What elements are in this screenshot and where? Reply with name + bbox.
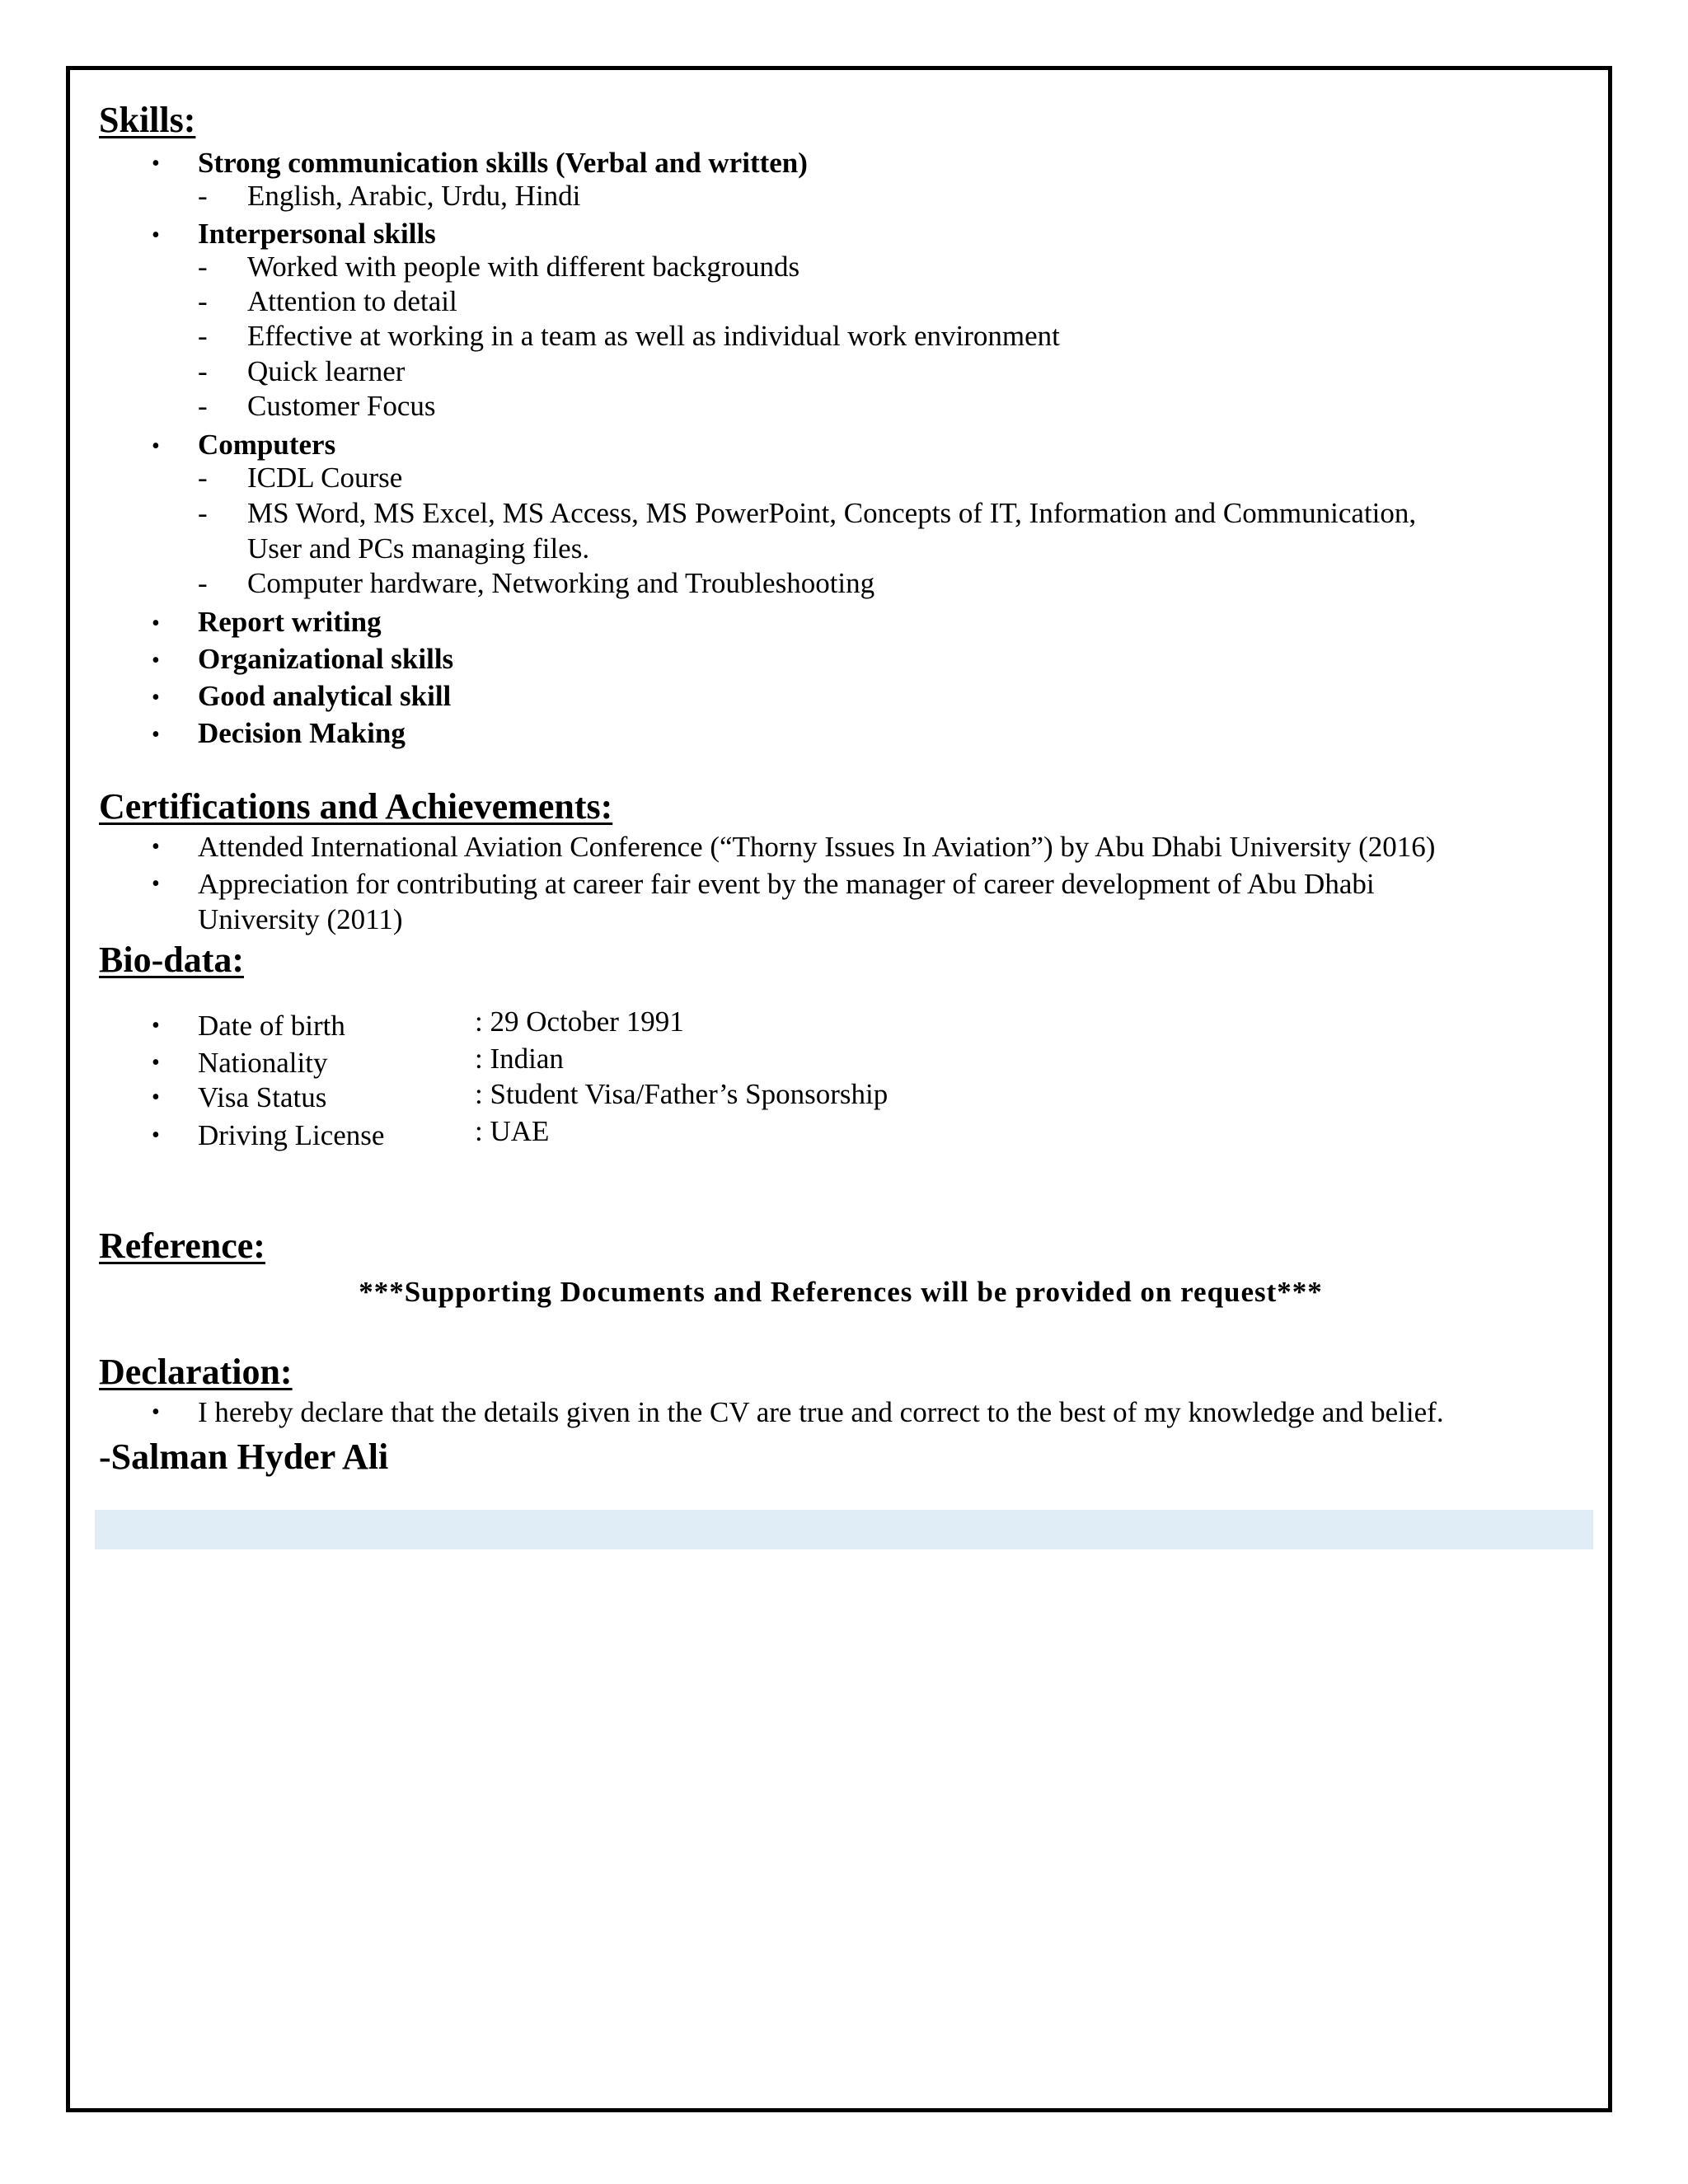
- dash-icon: -: [198, 355, 208, 387]
- skill-interpersonal: Interpersonal skills: [198, 218, 436, 250]
- bullet-icon: •: [152, 1013, 160, 1038]
- dash-icon: -: [198, 320, 208, 352]
- dash-icon: -: [198, 285, 208, 317]
- bullet-icon: •: [152, 722, 160, 748]
- declaration-text: I hereby declare that the details given in the CV are true and correct to the best of my knowledge and belief.: [198, 1396, 1444, 1428]
- skill-sub-item: MS Word, MS Excel, MS Access, MS PowerPoint, Concepts of IT, Information and Communication,: [247, 497, 1417, 529]
- biodata-label-nationality: Nationality: [198, 1047, 328, 1079]
- reference-heading: Reference:: [99, 1226, 265, 1266]
- dash-icon: -: [198, 497, 208, 529]
- bullet-icon: •: [152, 834, 160, 860]
- biodata-label-visa: Visa Status: [198, 1081, 327, 1113]
- skill-sub-item: Effective at working in a team as well as individual work environment: [247, 320, 1060, 352]
- reference-note: ***Supporting Documents and References will be provided on request***: [359, 1276, 1323, 1308]
- skill-sub-item: Customer Focus: [247, 390, 436, 422]
- declaration-heading: Declaration:: [99, 1352, 293, 1392]
- skill-sub-item: Quick learner: [247, 355, 406, 387]
- dash-icon: -: [198, 462, 208, 494]
- bullet-icon: •: [152, 611, 160, 636]
- biodata-value-nationality: : Indian: [475, 1043, 564, 1075]
- signature-name: -Salman Hyder Ali: [99, 1436, 389, 1477]
- dash-icon: -: [198, 180, 208, 212]
- biodata-value-license: : UAE: [475, 1115, 550, 1147]
- skill-languages: English, Arabic, Urdu, Hindi: [247, 180, 581, 212]
- bullet-icon: •: [152, 685, 160, 710]
- biodata-heading: Bio-data:: [99, 940, 244, 980]
- skill-sub-item: Worked with people with different backgrounds: [247, 251, 800, 283]
- biodata-value-dob: : 29 October 1991: [475, 1005, 684, 1038]
- certification-item: Appreciation for contributing at career fair event by the manager of career development of Abu Dhabi: [198, 868, 1375, 900]
- skill-decision-making: Decision Making: [198, 717, 406, 749]
- certification-item: Attended International Aviation Conference (“Thorny Issues In Aviation”) by Abu Dhabi University (2016): [198, 831, 1436, 863]
- skill-computers: Computers: [198, 429, 336, 461]
- bullet-icon: •: [152, 223, 160, 248]
- skills-heading: Skills:: [99, 100, 196, 140]
- bullet-icon: •: [152, 648, 160, 673]
- bullet-icon: •: [152, 151, 160, 176]
- shaded-band: [95, 1510, 1593, 1549]
- skill-organizational: Organizational skills: [198, 643, 454, 675]
- bullet-icon: •: [152, 871, 160, 897]
- dash-icon: -: [198, 390, 208, 422]
- dash-icon: -: [198, 567, 208, 599]
- skill-analytical: Good analytical skill: [198, 680, 452, 712]
- skill-sub-item: ICDL Course: [247, 462, 403, 494]
- skill-sub-item-continued: User and PCs managing files.: [247, 532, 590, 565]
- bullet-icon: •: [152, 1050, 160, 1076]
- skill-sub-item: Attention to detail: [247, 285, 457, 317]
- dash-icon: -: [198, 251, 208, 283]
- skill-report-writing: Report writing: [198, 606, 382, 638]
- bullet-icon: •: [152, 1122, 160, 1148]
- skill-sub-item: Computer hardware, Networking and Troubleshooting: [247, 567, 875, 599]
- bullet-icon: •: [152, 1085, 160, 1110]
- biodata-label-dob: Date of birth: [198, 1010, 345, 1042]
- bullet-icon: •: [152, 434, 160, 459]
- bullet-icon: •: [152, 1399, 160, 1425]
- biodata-label-license: Driving License: [198, 1119, 385, 1151]
- certifications-heading: Certifications and Achievements:: [99, 786, 613, 827]
- skill-communication: Strong communication skills (Verbal and written): [198, 147, 808, 179]
- certification-item-continued: University (2011): [198, 903, 403, 935]
- biodata-value-visa: : Student Visa/Father’s Sponsorship: [475, 1078, 889, 1110]
